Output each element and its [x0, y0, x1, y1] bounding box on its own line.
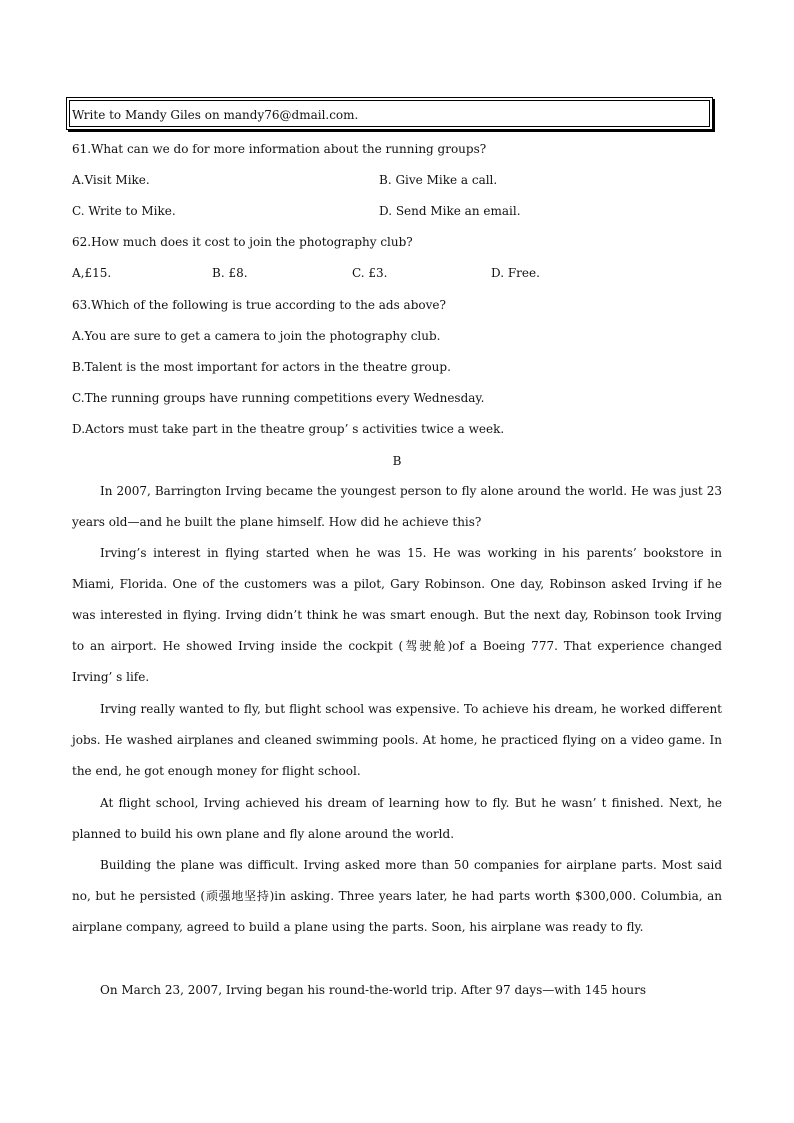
passage-paragraph: On March 23, 2007, Irving began his round-the-world trip. After 97 days—with 145 hours: [100, 983, 647, 997]
question-63-option-b: B.Talent is the most important for actors in the theatre group.: [72, 360, 451, 374]
question-63-option-a: A.You are sure to get a camera to join the photography club.: [72, 329, 441, 343]
passage-paragraph: Irving really wanted to fly, but flight school was expensive. To achieve his dream, he worked different jobs. He washed airplanes and cleaned swimming pools. At home, he practiced flying on a video game. In the end, he got enough money for flight school.: [72, 702, 722, 778]
question-62-option-c: C. £3.: [352, 266, 388, 280]
question-63-option-c: C.The running groups have running competitions every Wednesday.: [72, 391, 485, 405]
ad-box: [66, 97, 713, 130]
passage-paragraph: In 2007, Barrington Irving became the youngest person to fly alone around the world. He was just 23 years old—and he built the plane himself. How did he achieve this?: [72, 484, 722, 529]
question-61-option-d: D. Send Mike an email.: [379, 204, 521, 218]
ad-box-text: Write to Mandy Giles on mandy76@dmail.com.: [72, 108, 359, 122]
question-61-stem: 61.What can we do for more information about the running groups?: [72, 142, 487, 156]
question-61-option-b: B. Give Mike a call.: [379, 173, 498, 187]
passage-paragraph: Building the plane was difficult. Irving asked more than 50 companies for airplane parts. Most said no, but he persisted (顽强地坚持)in asking. Three years later, he had parts worth $300,000. Columbia, an airplane company, agreed to build a plane using the parts. Soon, his airplane was ready to fly.: [72, 858, 722, 934]
question-61-option-c: C. Write to Mike.: [72, 204, 176, 218]
section-heading: B: [392, 454, 402, 468]
passage-paragraph: Irving’s interest in flying started when he was 15. He was working in his parents’ bookstore in Miami, Florida. One of the customers was a pilot, Gary Robinson. One day, Robinson asked Irving if he was interested in flying. Irving didn’t think he was smart enough. But the next day, Robinson took Irving to an airport. He showed Irving inside the cockpit (驾驶舱)of a Boeing 777. That experience changed Irving’ s life.: [72, 546, 722, 684]
passage-paragraph: At flight school, Irving achieved his dream of learning how to fly. But he wasn’ t finished. Next, he planned to build his own plane and fly alone around the world.: [72, 796, 722, 841]
question-62-option-b: B. £8.: [212, 266, 248, 280]
question-63-option-d: D.Actors must take part in the theatre group’ s activities twice a week.: [72, 422, 505, 436]
question-62-option-a: A,£15.: [72, 266, 112, 280]
question-63-stem: 63.Which of the following is true according to the ads above?: [72, 298, 446, 312]
question-62-option-d: D. Free.: [491, 266, 540, 280]
question-62-stem: 62.How much does it cost to join the photography club?: [72, 235, 413, 249]
question-61-option-a: A.Visit Mike.: [72, 173, 150, 187]
